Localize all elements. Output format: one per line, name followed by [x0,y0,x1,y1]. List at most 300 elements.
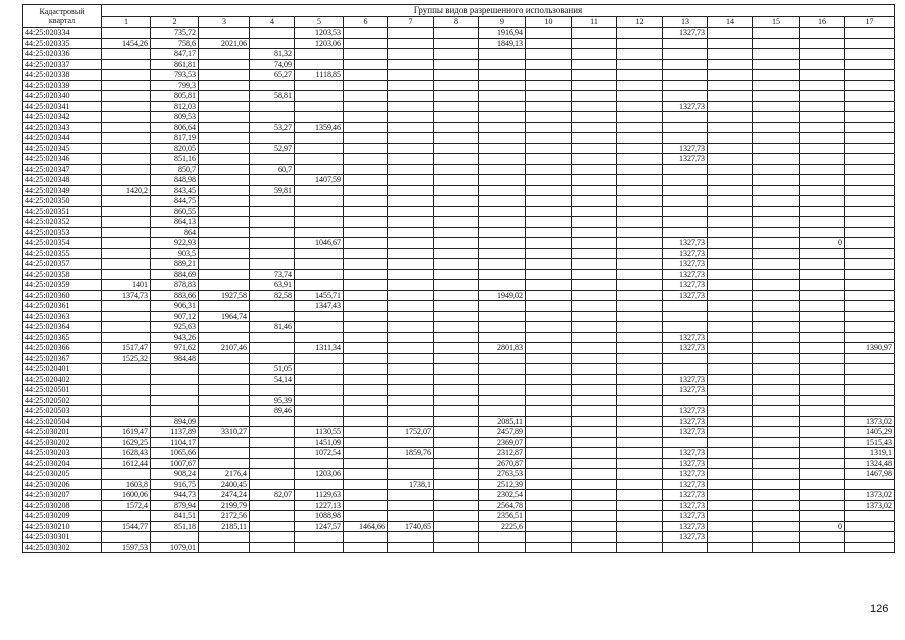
value-cell [708,542,753,553]
value-cell [800,311,845,322]
value-cell [295,385,344,396]
value-cell [102,301,151,312]
value-cell [344,133,388,144]
value-cell: 1065,66 [151,448,199,459]
value-cell [572,217,617,228]
value-cell [479,353,526,364]
value-cell [388,490,434,501]
column-number: 17 [845,16,895,27]
cadastral-quarter-cell: 44:25:030204 [23,458,102,469]
cadastral-quarter-cell: 44:25:020352 [23,217,102,228]
value-cell: 1327,73 [663,500,708,511]
table-row [23,28,895,39]
value-cell [344,458,388,469]
value-cell [800,353,845,364]
cadastral-quarter-cell: 44:25:020402 [23,374,102,385]
value-cell [151,406,199,417]
value-cell [434,28,479,39]
value-cell [753,458,800,469]
value-cell [526,353,572,364]
table-row [23,500,895,511]
value-cell [753,311,800,322]
value-cell: 922,93 [151,238,199,249]
value-cell [434,542,479,553]
value-cell [572,206,617,217]
value-cell [250,154,295,165]
value-cell: 1007,67 [151,458,199,469]
value-cell [800,112,845,123]
cadastral-quarter-cell: 44:25:020346 [23,154,102,165]
value-cell [388,80,434,91]
value-cell: 1327,73 [663,532,708,543]
value-cell [526,80,572,91]
value-cell [434,332,479,343]
value-cell: 2512,39 [479,479,526,490]
value-cell: 52,97 [250,143,295,154]
value-cell [708,38,753,49]
value-cell [663,133,708,144]
column-number: 3 [199,16,250,27]
value-cell [344,416,388,427]
value-cell [102,49,151,60]
table-row [23,290,895,301]
value-cell [753,175,800,186]
value-cell [753,28,800,39]
value-cell [800,406,845,417]
value-cell [572,122,617,133]
value-cell [572,385,617,396]
value-cell [845,248,895,259]
value-cell [753,101,800,112]
cadastral-quarter-cell: 44:25:020360 [23,290,102,301]
value-cell [708,353,753,364]
value-cell: 864,13 [151,217,199,228]
value-cell [388,133,434,144]
column-number: 9 [479,16,526,27]
value-cell [102,374,151,385]
value-cell: 1327,73 [663,269,708,280]
value-cell [572,227,617,238]
value-cell [102,196,151,207]
value-cell [388,248,434,259]
value-cell [344,91,388,102]
value-cell [572,364,617,375]
value-cell [617,38,663,49]
value-cell: 1859,76 [388,448,434,459]
value-cell [708,448,753,459]
value-cell [102,416,151,427]
value-cell [388,301,434,312]
value-cell [434,269,479,280]
value-cell [151,532,199,543]
value-cell [663,38,708,49]
value-cell [479,206,526,217]
value-cell: 1373,02 [845,490,895,501]
value-cell [295,164,344,175]
value-cell [344,448,388,459]
value-cell [102,122,151,133]
value-cell [800,290,845,301]
value-cell: 1544,77 [102,521,151,532]
cadastral-quarter-cell: 44:25:020343 [23,122,102,133]
value-cell: 1129,63 [295,490,344,501]
value-cell [526,196,572,207]
cadastral-quarter-cell: 44:25:030201 [23,427,102,438]
value-cell [344,427,388,438]
value-cell [572,175,617,186]
value-cell [102,406,151,417]
value-cell [434,532,479,543]
value-cell [388,101,434,112]
value-cell [388,469,434,480]
value-cell [617,500,663,511]
cadastral-quarter-cell: 44:25:020365 [23,332,102,343]
value-cell [800,269,845,280]
value-cell [199,49,250,60]
value-cell [800,206,845,217]
value-cell [572,406,617,417]
value-cell [845,301,895,312]
value-cell: 1327,73 [663,469,708,480]
value-cell [526,122,572,133]
value-cell [151,395,199,406]
value-cell: 1738,1 [388,479,434,490]
value-cell [617,532,663,543]
value-cell [617,343,663,354]
value-cell [199,143,250,154]
groups-title: Группы видов разрешенного использования [102,5,895,17]
value-cell: 817,19 [151,133,199,144]
table-row [23,217,895,228]
value-cell [800,448,845,459]
cadastral-quarter-cell: 44:25:020342 [23,112,102,123]
value-cell [344,490,388,501]
value-cell [617,364,663,375]
value-cell [102,59,151,70]
value-cell [663,227,708,238]
value-cell [845,91,895,102]
value-cell [845,185,895,196]
value-cell [199,70,250,81]
value-cell [199,164,250,175]
table-row [23,269,895,280]
value-cell [479,154,526,165]
value-cell [526,259,572,270]
value-cell: 1327,73 [663,448,708,459]
value-cell [344,511,388,522]
value-cell [617,112,663,123]
value-cell [845,133,895,144]
value-cell: 1327,73 [663,427,708,438]
value-cell [388,185,434,196]
value-cell: 1327,73 [663,479,708,490]
value-cell: 2185,11 [199,521,250,532]
value-cell [617,448,663,459]
value-cell [663,364,708,375]
value-cell [388,28,434,39]
value-cell [617,469,663,480]
cadastral-quarter-cell: 44:25:030203 [23,448,102,459]
value-cell [753,259,800,270]
value-cell [663,542,708,553]
value-cell: 1327,73 [663,280,708,291]
value-cell [250,101,295,112]
value-cell [199,227,250,238]
table-row [23,427,895,438]
value-cell: 984,48 [151,353,199,364]
value-cell [434,70,479,81]
value-cell: 844,75 [151,196,199,207]
value-cell [479,406,526,417]
value-cell [617,49,663,60]
value-cell [295,217,344,228]
cadastral-quarter-cell: 44:25:020503 [23,406,102,417]
value-cell [344,532,388,543]
value-cell [434,217,479,228]
table-row [23,175,895,186]
value-cell [388,269,434,280]
value-cell [572,469,617,480]
value-cell [388,500,434,511]
value-cell: 1327,73 [663,28,708,39]
value-cell [572,395,617,406]
value-cell [617,311,663,322]
value-cell: 806,64 [151,122,199,133]
value-cell [800,248,845,259]
value-cell [845,479,895,490]
value-cell [250,469,295,480]
value-cell [753,280,800,291]
value-cell: 864 [151,227,199,238]
value-cell [479,280,526,291]
value-cell: 758,6 [151,38,199,49]
value-cell [102,133,151,144]
value-cell [753,385,800,396]
value-cell [102,259,151,270]
value-cell [753,112,800,123]
table-row [23,238,895,249]
value-cell [708,80,753,91]
value-cell [663,322,708,333]
value-cell [572,28,617,39]
value-cell [479,70,526,81]
value-cell [800,332,845,343]
value-cell [344,500,388,511]
value-cell [526,395,572,406]
value-cell [388,238,434,249]
value-cell [250,521,295,532]
value-cell [572,458,617,469]
value-cell [572,416,617,427]
column-number: 12 [617,16,663,27]
value-cell [295,332,344,343]
value-cell [753,164,800,175]
value-cell [845,196,895,207]
cadastral-quarter-cell: 44:25:020338 [23,70,102,81]
value-cell [753,469,800,480]
value-cell [845,38,895,49]
value-cell [526,385,572,396]
value-cell [199,437,250,448]
value-cell: 805,81 [151,91,199,102]
value-cell [434,427,479,438]
value-cell: 1740,65 [388,521,434,532]
value-cell [199,332,250,343]
value-cell: 1088,98 [295,511,344,522]
value-cell [708,122,753,133]
value-cell: 2474,24 [199,490,250,501]
value-cell [388,196,434,207]
value-cell [102,101,151,112]
value-cell [434,280,479,291]
column-number: 2 [151,16,199,27]
value-cell [753,542,800,553]
value-cell [526,332,572,343]
value-cell [708,343,753,354]
value-cell [663,353,708,364]
value-cell [388,70,434,81]
value-cell [526,217,572,228]
value-cell [526,112,572,123]
value-cell: 2763,53 [479,469,526,480]
value-cell: 847,17 [151,49,199,60]
value-cell [434,112,479,123]
value-cell [102,532,151,543]
value-cell [526,532,572,543]
value-cell [434,416,479,427]
value-cell [845,269,895,280]
value-cell [434,175,479,186]
kv-header [23,5,102,28]
page-number: 126 [870,603,889,615]
cadastral-quarter-cell: 44:25:020351 [23,206,102,217]
value-cell: 1324,48 [845,458,895,469]
value-cell [572,133,617,144]
value-cell: 2107,46 [199,343,250,354]
value-cell: 908,24 [151,469,199,480]
value-cell: 1327,73 [663,143,708,154]
cadastral-quarter-cell: 44:25:020357 [23,259,102,270]
value-cell [572,532,617,543]
value-cell: 894,09 [151,416,199,427]
value-cell [708,143,753,154]
cadastral-quarter-cell: 44:25:020337 [23,59,102,70]
value-cell [663,196,708,207]
value-cell [708,154,753,165]
value-cell [295,364,344,375]
value-cell [572,353,617,364]
value-cell [344,259,388,270]
value-cell [526,28,572,39]
value-cell [800,374,845,385]
value-cell [572,101,617,112]
value-cell [479,101,526,112]
value-cell: 2172,56 [199,511,250,522]
value-cell [800,185,845,196]
table-row [23,122,895,133]
value-cell [845,511,895,522]
value-cell [526,269,572,280]
value-cell [663,206,708,217]
value-cell: 2400,45 [199,479,250,490]
value-cell [344,280,388,291]
value-cell [800,322,845,333]
value-cell [753,122,800,133]
value-cell [388,164,434,175]
value-cell [295,416,344,427]
value-cell [434,406,479,417]
value-cell [572,500,617,511]
value-cell [708,500,753,511]
value-cell [617,479,663,490]
value-cell: 1359,46 [295,122,344,133]
value-cell [572,248,617,259]
value-cell [388,532,434,543]
value-cell: 1752,07 [388,427,434,438]
value-cell [617,80,663,91]
table-row [23,364,895,375]
value-cell [388,385,434,396]
value-cell [199,416,250,427]
value-cell [434,437,479,448]
value-cell [344,175,388,186]
value-cell: 89,46 [250,406,295,417]
value-cell [800,437,845,448]
value-cell [479,322,526,333]
value-cell [479,395,526,406]
value-cell [102,385,151,396]
value-cell [295,80,344,91]
cadastral-quarter-cell: 44:25:020349 [23,185,102,196]
value-cell [753,49,800,60]
value-cell: 944,73 [151,490,199,501]
value-cell [250,437,295,448]
value-cell: 1327,73 [663,290,708,301]
value-cell [479,311,526,322]
value-cell [199,395,250,406]
column-number: 5 [295,16,344,27]
value-cell: 2670,87 [479,458,526,469]
value-cell [572,49,617,60]
value-cell [572,479,617,490]
cadastral-quarter-cell: 44:25:020334 [23,28,102,39]
cadastral-quarter-cell: 44:25:030205 [23,469,102,480]
value-cell [617,395,663,406]
value-cell [845,59,895,70]
value-cell [572,143,617,154]
value-cell [295,458,344,469]
value-cell [344,185,388,196]
value-cell [388,59,434,70]
value-cell [434,248,479,259]
value-cell: 1629,25 [102,437,151,448]
value-cell [708,395,753,406]
table-row [23,227,895,238]
value-cell: 848,98 [151,175,199,186]
value-cell [708,479,753,490]
value-cell [250,532,295,543]
value-cell: 2176,4 [199,469,250,480]
value-cell [388,374,434,385]
value-cell: 841,51 [151,511,199,522]
value-cell: 1137,89 [151,427,199,438]
value-cell [617,227,663,238]
table-row [23,185,895,196]
value-cell [572,259,617,270]
value-cell [617,164,663,175]
value-cell [708,322,753,333]
value-cell [753,490,800,501]
